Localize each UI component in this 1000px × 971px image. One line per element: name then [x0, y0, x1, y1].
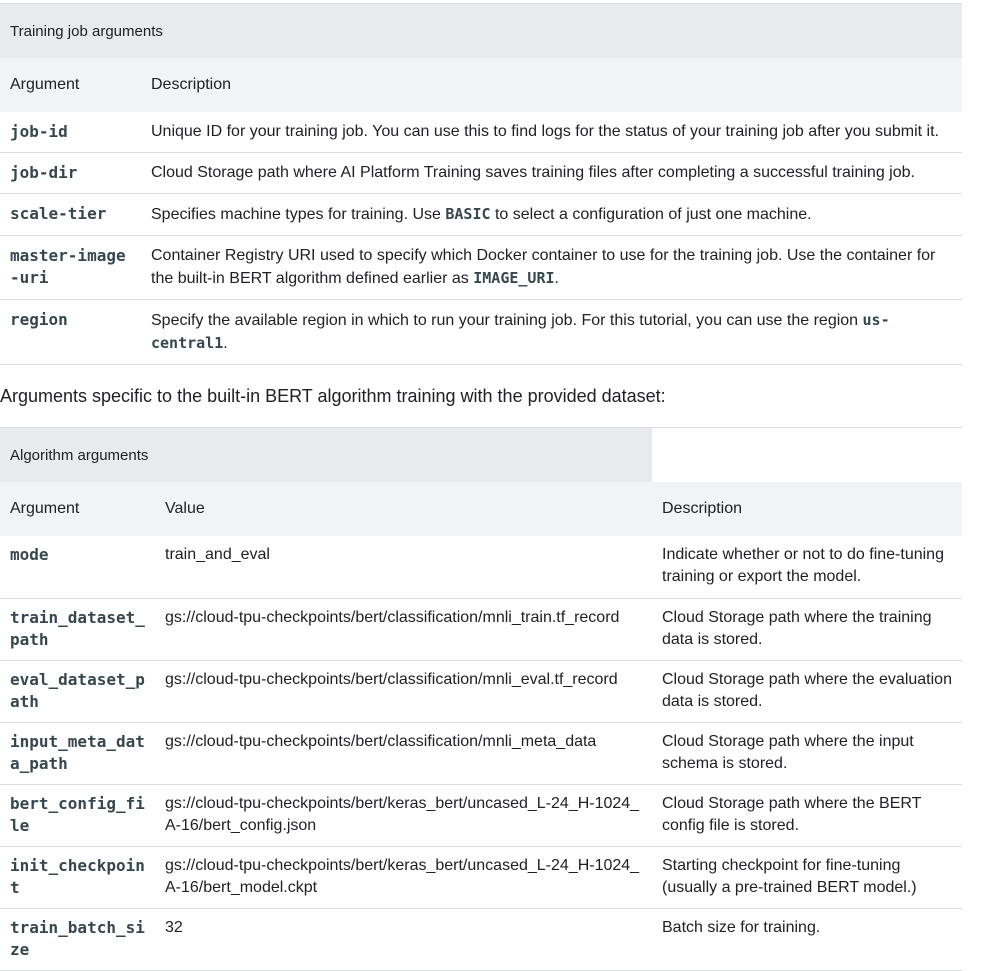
table-row — [0, 660, 962, 722]
table-row — [0, 300, 962, 365]
inline-code: us-central1 — [151, 311, 890, 352]
argument-description: Cloud Storage path where the training data is stored. — [652, 598, 962, 660]
column-header-argument: Argument — [0, 58, 141, 112]
argument-value: gs://cloud-tpu-checkpoints/bert/classification/mnli_eval.tf_record — [155, 660, 652, 722]
argument-name: master-image-uri — [0, 236, 141, 300]
description-text: . — [223, 335, 228, 352]
table-row — [0, 194, 962, 236]
argument-name: scale-tier — [0, 194, 141, 236]
argument-value: train_and_eval — [155, 536, 652, 598]
inline-code: BASIC — [445, 205, 491, 223]
column-header-argument: Argument — [0, 482, 155, 536]
argument-name: eval_dataset_path — [0, 660, 155, 722]
column-header-value: Value — [155, 482, 652, 536]
table-caption-row — [0, 4, 962, 59]
argument-value: gs://cloud-tpu-checkpoints/bert/keras_bert/uncased_L-24_H-1024_A-16/bert_config.json — [155, 784, 652, 846]
argument-name: job-id — [0, 112, 141, 153]
argument-description: Unique ID for your training job. You can use this to find logs for the status of your training job after you submit it. — [141, 112, 962, 153]
table-row — [0, 236, 962, 300]
argument-description — [141, 236, 962, 300]
argument-name: job-dir — [0, 153, 141, 194]
argument-name: train_batch_size — [0, 908, 155, 970]
argument-name: input_meta_data_path — [0, 722, 155, 784]
training-job-arguments-table — [0, 3, 962, 365]
inline-code: IMAGE_URI — [473, 269, 555, 287]
description-text: Specifies machine types for training. Use — [151, 206, 446, 223]
table-row — [0, 536, 962, 598]
argument-name: mode — [0, 536, 155, 598]
description-text: . — [554, 270, 559, 287]
table-row — [0, 598, 962, 660]
argument-description: Batch size for training. — [652, 908, 962, 970]
description-text: Specify the available region in which to run your training job. For this tutorial, you can use the region — [151, 312, 863, 329]
column-header-description: Description — [652, 482, 962, 536]
argument-description — [141, 194, 962, 236]
argument-description: Cloud Storage path where AI Platform Training saves training files after completing a successful training job. — [141, 153, 962, 194]
table-header-row — [0, 58, 962, 112]
argument-name: region — [0, 300, 141, 365]
argument-name: train_dataset_path — [0, 598, 155, 660]
argument-value: 32 — [155, 908, 652, 970]
table-caption: Training job arguments — [0, 4, 962, 59]
table-header-row — [0, 482, 962, 536]
argument-description: Cloud Storage path where the evaluation data is stored. — [652, 660, 962, 722]
table-caption-row — [0, 428, 962, 483]
argument-value: gs://cloud-tpu-checkpoints/bert/keras_bert/uncased_L-24_H-1024_A-16/bert_model.ckpt — [155, 846, 652, 908]
intro-paragraph: Arguments specific to the built-in BERT algorithm training with the provided dataset: — [0, 386, 666, 406]
table-row — [0, 112, 962, 153]
argument-name: init_checkpoint — [0, 846, 155, 908]
table-row — [0, 908, 962, 970]
argument-description — [141, 300, 962, 365]
table-caption: Algorithm arguments — [0, 428, 652, 483]
algorithm-arguments-table — [0, 427, 962, 971]
table-row — [0, 153, 962, 194]
table-row — [0, 846, 962, 908]
argument-description: Cloud Storage path where the BERT config file is stored. — [652, 784, 962, 846]
table-row — [0, 722, 962, 784]
description-text: Container Registry URI used to specify which Docker container to use for the training job. Use the container for the built-in BERT algorithm defined earlier as — [151, 247, 936, 287]
argument-name: bert_config_file — [0, 784, 155, 846]
argument-description: Cloud Storage path where the input schema is stored. — [652, 722, 962, 784]
argument-description: Starting checkpoint for fine-tuning (usually a pre-trained BERT model.) — [652, 846, 962, 908]
argument-value: gs://cloud-tpu-checkpoints/bert/classification/mnli_meta_data — [155, 722, 652, 784]
caption-spacer — [652, 428, 962, 483]
table-row — [0, 784, 962, 846]
column-header-description: Description — [141, 58, 962, 112]
content — [0, 3, 962, 971]
argument-description: Indicate whether or not to do fine-tuning training or export the model. — [652, 536, 962, 598]
argument-value: gs://cloud-tpu-checkpoints/bert/classification/mnli_train.tf_record — [155, 598, 652, 660]
description-text: to select a configuration of just one machine. — [490, 206, 812, 223]
